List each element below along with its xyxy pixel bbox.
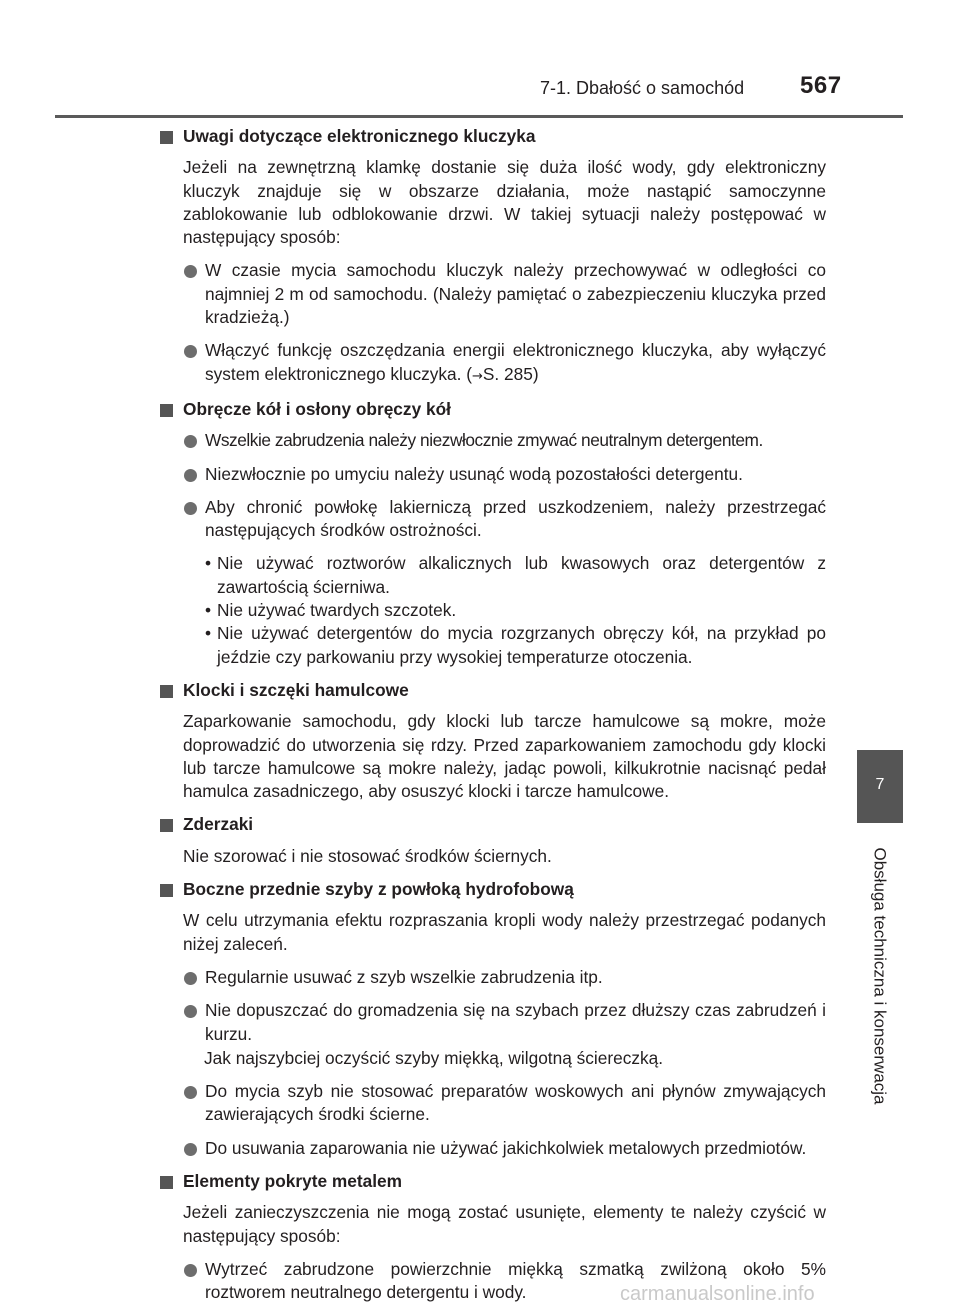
bullet-item: Do usuwania zaparowania nie używać jakichkolwiek metalowych przedmiotów. — [160, 1137, 826, 1160]
chapter-side-label: Obsługa techniczna i konserwacja — [871, 846, 890, 1105]
bullet-item: Wszelkie zabrudzenia należy niezwłocznie zmywać neutralnym detergentem. — [160, 429, 826, 452]
section-paragraph: Jeżeli na zewnętrzną klamkę dostanie się duża ilość wody, gdy elektroniczny kluczyk znajduje się w obszarze działania, może nastąpić samoczynne zablokowanie lub odblokowanie drzwi. W takiej sytuacji należy postępować w następujący sposób: — [183, 157, 826, 248]
section-title: Klocki i szczęki hamulcowe — [160, 679, 826, 702]
sub-bullet-item: • Nie używać roztworów alkalicznych lub kwasowych oraz detergentów z zawartością ścierniwa. — [205, 553, 826, 597]
sub-bullet-item: • Nie używać twardych szczotek. — [160, 599, 826, 622]
round-bullet-icon — [184, 435, 197, 448]
bullet-item: Regularnie usuwać z szyb wszelkie zabrudzenia itp. — [160, 966, 826, 989]
square-bullet-icon — [160, 884, 173, 897]
page-number: 567 — [800, 72, 842, 99]
round-bullet-icon — [184, 1143, 197, 1156]
section-paragraph: W celu utrzymania efektu rozpraszania kropli wody należy przestrzegać podanych niżej zaleceń. — [183, 910, 826, 954]
section-title: Obręcze kół i osłony obręczy kół — [160, 398, 826, 421]
section-title: Uwagi dotyczące elektronicznego kluczyka — [160, 125, 826, 148]
bullet-item: Aby chronić powłokę lakierniczą przed uszkodzeniem, należy przestrzegać następujących środków ostrożności. — [160, 496, 826, 543]
header-rule — [55, 115, 903, 118]
round-bullet-icon — [184, 469, 197, 482]
round-bullet-icon — [184, 1005, 197, 1018]
round-bullet-icon — [184, 972, 197, 985]
round-bullet-icon — [184, 1264, 197, 1277]
section-paragraph: Jeżeli zanieczyszczenia nie mogą zostać usunięte, elementy te należy czyścić w następujący sposób: — [183, 1202, 826, 1246]
page-reference: S. 285) — [482, 363, 539, 384]
chapter-tab: 7 — [857, 750, 903, 823]
bullet-item: Wytrzeć zabrudzone powierzchnie miękką szmatką zwilżoną około 5% roztworem neutralnego detergentu i wody. — [160, 1258, 826, 1305]
bullet-item: Nie dopuszczać do gromadzenia się na szybach przez dłuższy czas zabrudzeń i kurzu. — [160, 999, 826, 1046]
square-bullet-icon — [160, 1176, 173, 1189]
chapter-header: 7-1. Dbałość o samochód — [540, 78, 745, 98]
chapter-side-label-container — [857, 823, 903, 1128]
sub-bullet-mark: • — [205, 553, 212, 574]
round-bullet-icon — [184, 502, 197, 515]
round-bullet-icon — [184, 345, 197, 358]
arrow-icon: → — [472, 368, 483, 384]
square-bullet-icon — [160, 131, 173, 144]
sub-bullet-mark: • — [205, 600, 212, 621]
section-paragraph: Nie szorować i nie stosować środków ściernych. — [183, 845, 552, 866]
watermark: carmanualsonline.info — [620, 1283, 815, 1305]
square-bullet-icon — [160, 685, 173, 698]
section-title: Zderzaki — [160, 813, 826, 836]
round-bullet-icon — [184, 265, 197, 278]
section-paragraph: Zaparkowanie samochodu, gdy klocki lub tarcze hamulcowe są mokre, może doprowadzić do utworzenia się rdzy. Przed zaparkowaniem zamochodu gdy klocki lub tarcze hamulcowe są mokre należy, jadąc powoli, kilkukrotnie nacisnąć pedał hamulca zasadniczego, aby osuszyć klocki i tarcze hamulcowe. — [183, 711, 826, 802]
page-content — [160, 125, 826, 1314]
bullet-item: Do mycia szyb nie stosować preparatów woskowych ani płynów zmywających zawierających środki ścierne. — [160, 1080, 826, 1127]
sub-bullet-item: • Nie używać detergentów do mycia rozgrzanych obręczy kół, na przykład po jeździe czy parkowaniu przy wysokiej temperaturze otoczenia. — [205, 623, 826, 667]
bullet-note: Jak najszybciej oczyścić szyby miękką, wilgotną ściereczką. — [204, 1047, 664, 1068]
bullet-item: Niezwłocznie po umyciu należy usunąć wodą pozostałości detergentu. — [160, 463, 826, 486]
section-title: Elementy pokryte metalem — [160, 1170, 826, 1193]
section-title: Boczne przednie szyby z powłoką hydrofobową — [160, 878, 826, 901]
square-bullet-icon — [160, 819, 173, 832]
bullet-item: W czasie mycia samochodu kluczyk należy przechowywać w odległości co najmniej 2 m od samochodu. (Należy pamiętać o zabezpieczeniu kluczyka przed kradzieżą.) — [160, 259, 826, 329]
round-bullet-icon — [184, 1086, 197, 1099]
sub-bullet-mark: • — [205, 623, 212, 644]
bullet-item: Włączyć funkcję oszczędzania energii elektronicznego kluczyka, aby wyłączyć system elektronicznego kluczyka. (→S. 285) — [160, 339, 826, 388]
square-bullet-icon — [160, 404, 173, 417]
